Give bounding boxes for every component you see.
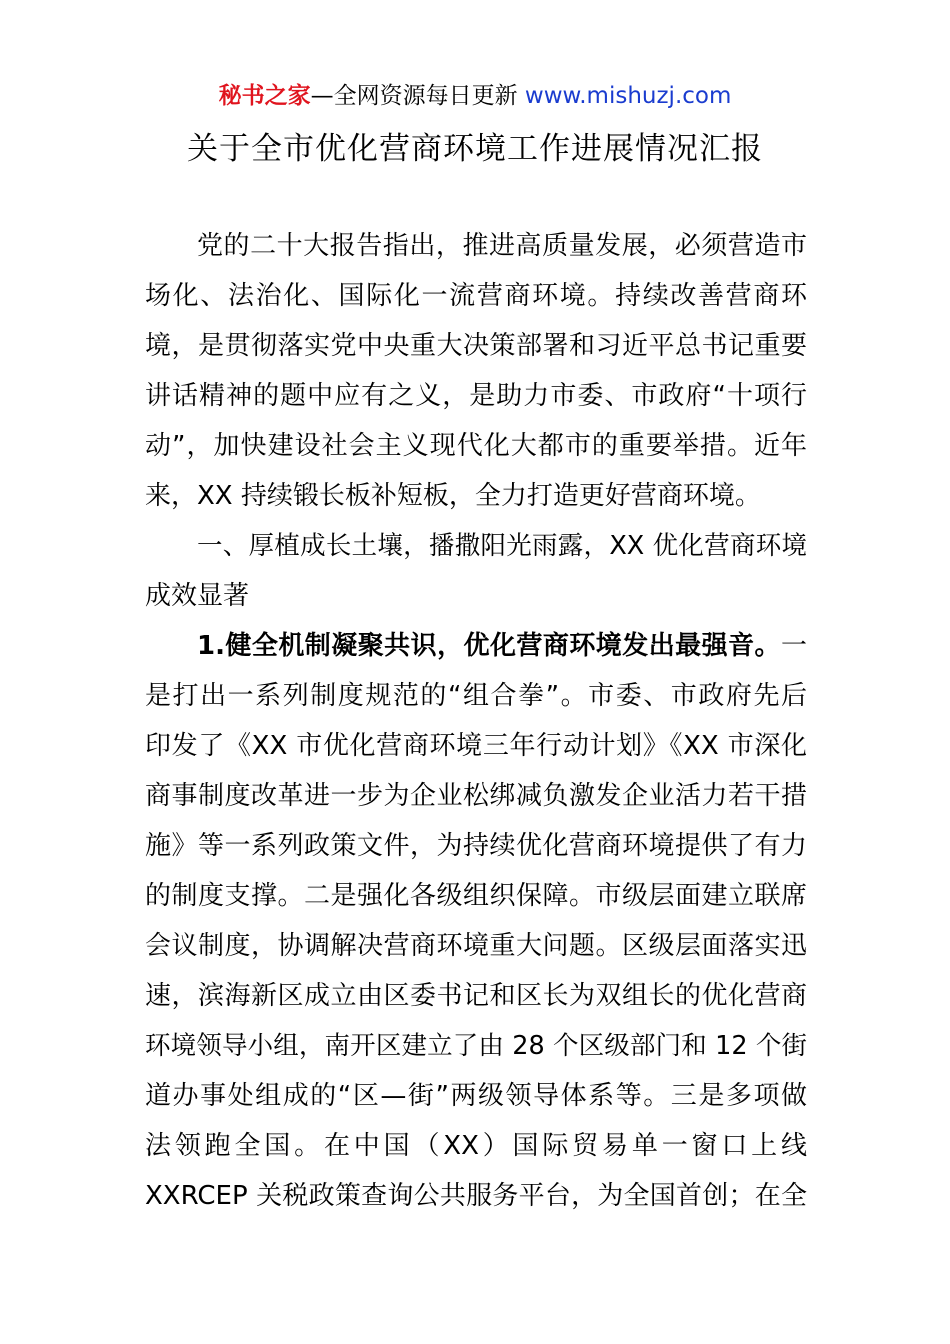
site-header [0,80,950,112]
paragraph-line [145,621,807,671]
paragraph-line: 的制度支撑。二是强化各级组织保障。市级层面建立联席 [145,881,807,911]
paragraph-line: 境，是贯彻落实党中央重大决策部署和习近平总书记重要 [145,331,807,361]
paragraph-line: 场化、法治化、国际化一流营商环境。持续改善营商环 [145,281,807,311]
section-heading-line: 一、厚植成长土壤，播撒阳光雨露，XX 优化营商环境 [197,531,807,561]
site-brand: 秘书之家 [218,83,311,109]
paragraph-text: 一 [780,631,807,661]
document-body [145,221,807,1221]
paragraph-line: 印发了《XX 市优化营商环境三年行动计划》《XX 市深化 [145,731,807,761]
paragraph-line: 速，滨海新区成立由区委书记和区长为双组长的优化营商 [145,981,807,1011]
section-heading-line: 成效显著 [145,581,250,611]
subheading-bold: 1.健全机制凝聚共识，优化营商环境发出最强音。 [197,631,781,661]
paragraph-line: 道办事处组成的“区—街”两级领导体系等。三是多项做 [145,1081,807,1111]
paragraph-line: 施》等一系列政策文件，为持续优化营商环境提供了有力 [145,831,807,861]
paragraph-line: 是打出一系列制度规范的“组合拳”。市委、市政府先后 [145,681,807,711]
site-url[interactable]: www.mishuzj.com [524,83,732,109]
paragraph-line: 会议制度，协调解决营商环境重大问题。区级层面落实迅 [145,931,807,961]
paragraph-line: 动”，加快建设社会主义现代化大都市的重要举措。近年 [145,431,807,461]
paragraph-line: XXRCEP 关税政策查询公共服务平台，为全国首创；在全 [145,1181,807,1211]
site-tagline: —全网资源每日更新 [310,83,525,109]
document-title: 关于全市优化营商环境工作进展情况汇报 [187,131,763,167]
paragraph-line: 讲话精神的题中应有之义，是助力市委、市政府“十项行 [145,381,807,411]
paragraph-line: 商事制度改革进一步为企业松绑减负激发企业活力若干措 [145,781,807,811]
paragraph-line: 环境领导小组，南开区建立了由 28 个区级部门和 12 个街 [145,1031,807,1061]
paragraph-line: 来，XX 持续锻长板补短板，全力打造更好营商环境。 [145,481,761,511]
paragraph-line: 法领跑全国。在中国（XX）国际贸易单一窗口上线 [145,1131,807,1161]
paragraph-line: 党的二十大报告指出，推进高质量发展，必须营造市 [197,231,807,261]
